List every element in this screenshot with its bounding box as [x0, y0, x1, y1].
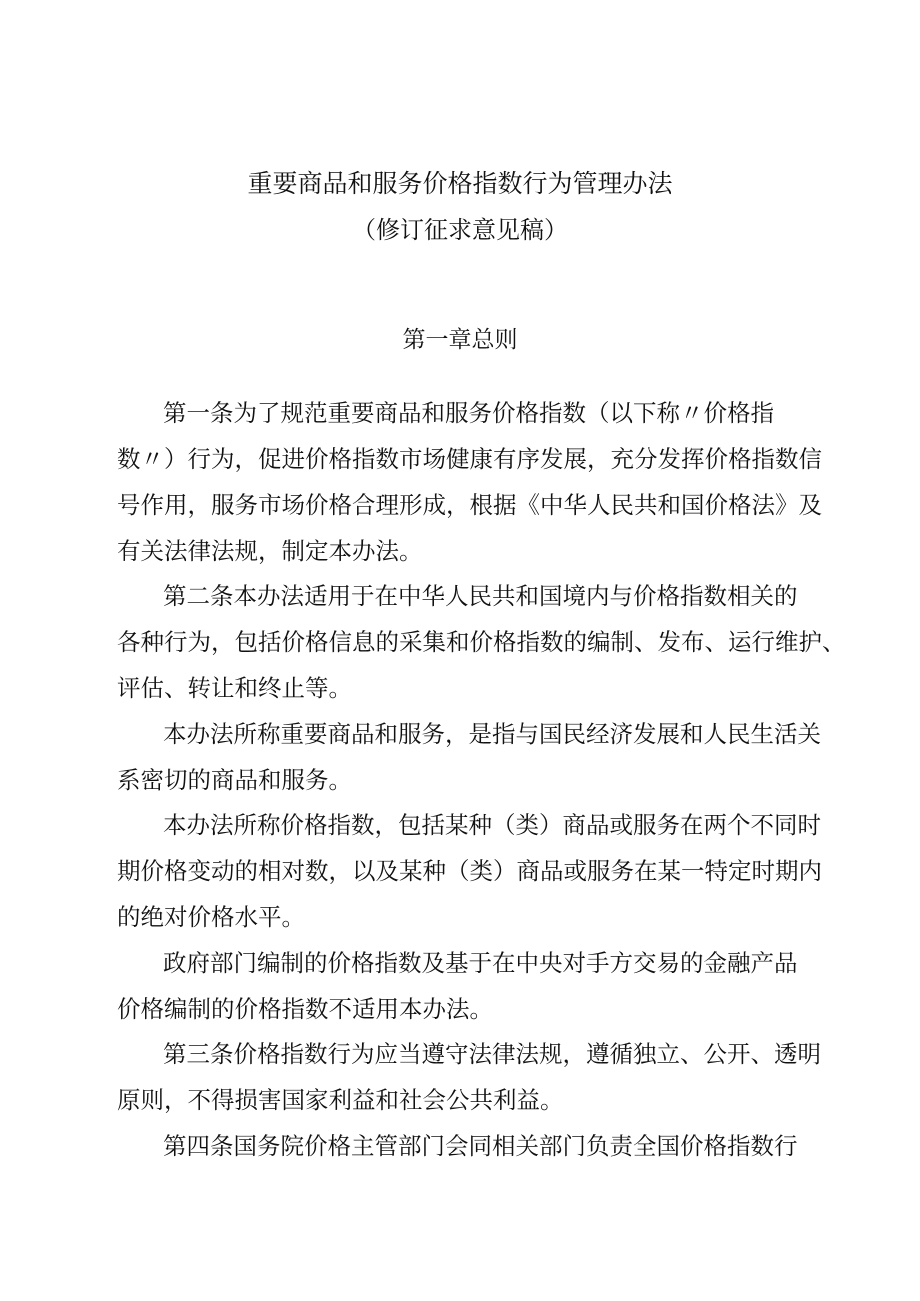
- paragraph: [117, 940, 807, 1032]
- document-title: 重要商品和服务价格指数行为管理办法: [247, 169, 673, 198]
- paragraph-line: 本办法所称重要商品和服务，是指与国民经济发展和人民生活关: [163, 719, 821, 748]
- paragraph: [117, 1031, 821, 1123]
- paragraph: [117, 711, 821, 803]
- paragraph-line: 评估、转让和终止等。: [117, 674, 352, 703]
- paragraph-line: 第一条为了规范重要商品和服务价格指数（以下称〃价格指: [163, 399, 774, 427]
- paragraph-line: 价格编制的价格指数不适用本办法。: [117, 994, 493, 1023]
- chapter-heading: 第一章总则: [402, 327, 518, 353]
- paragraph-line: 各种行为，包括价格信息的采集和价格指数的编制、发布、运行维护、: [117, 628, 846, 657]
- paragraph: [117, 1123, 807, 1169]
- paragraph-line: 政府部门编制的价格指数及基于在中央对手方交易的金融产品: [163, 948, 798, 977]
- paragraph-line: 数〃）行为，促进价格指数市场健康有序发展，充分发挥价格指数信: [117, 445, 822, 473]
- paragraph-line: 本办法所称价格指数，包括某种（类）商品或服务在两个不同时: [163, 811, 821, 840]
- document-subtitle: （修订征求意见稿）: [352, 216, 568, 244]
- paragraph-line: 有关法律法规，制定本办法。: [117, 537, 423, 565]
- paragraph-line: 第三条价格指数行为应当遵守法律法规，遵循独立、公开、透明: [163, 1040, 821, 1069]
- paragraph-line: 系密切的商品和服务。: [117, 765, 352, 794]
- paragraph-line: 号作用，服务市场价格合理形成，根据《中华人民共和国价格法》及: [117, 491, 822, 519]
- paragraph: [117, 802, 822, 940]
- paragraph-line: 第二条本办法适用于在中华人民共和国境内与价格指数相关的: [163, 582, 798, 611]
- paragraph-line: 的绝对价格水平。: [117, 903, 305, 932]
- paragraph-line: 期价格变动的相对数，以及某种（类）商品或服务在某一特定时期内: [117, 857, 822, 886]
- paragraph-line: 原则，不得损害国家利益和社会公共利益。: [117, 1086, 564, 1115]
- paragraph-line: 第四条国务院价格主管部门会同相关部门负责全国价格指数行: [163, 1131, 798, 1160]
- paragraph: [117, 573, 846, 711]
- paragraph: [117, 390, 822, 574]
